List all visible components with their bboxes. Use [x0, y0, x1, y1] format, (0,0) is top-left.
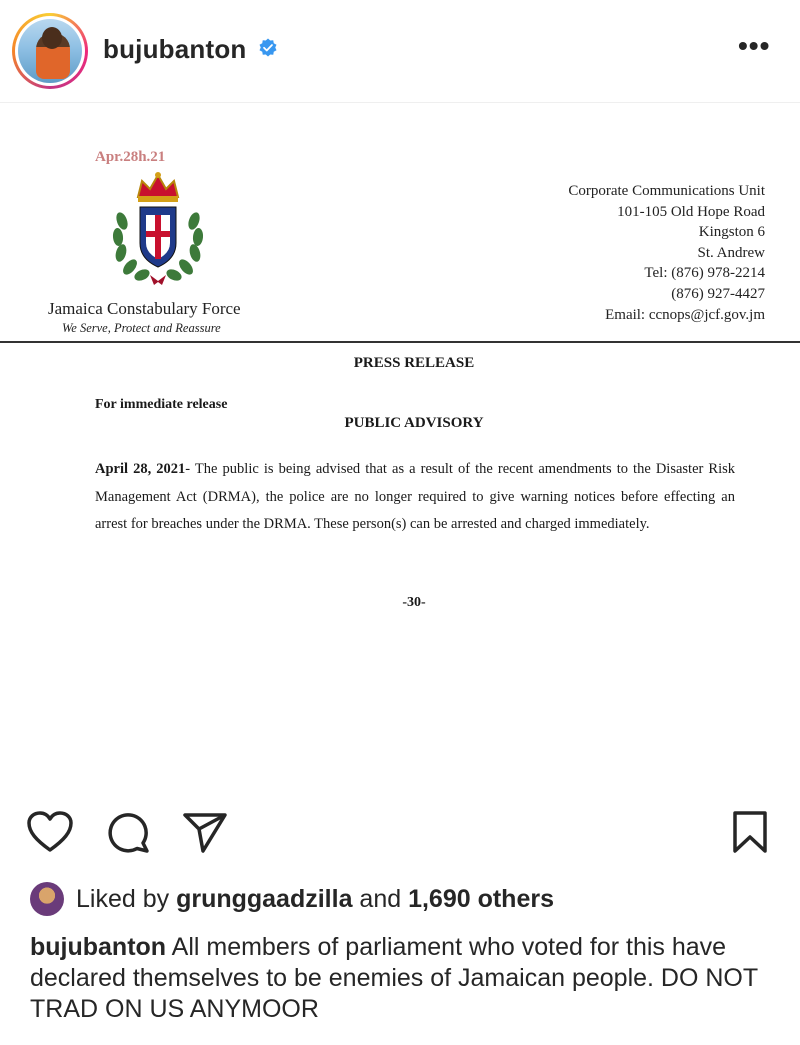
comment-button[interactable] — [102, 806, 154, 858]
divider — [0, 341, 800, 343]
contact-block — [568, 181, 765, 325]
save-button[interactable] — [724, 806, 776, 858]
org-name: Jamaica Constabulary Force — [48, 299, 241, 318]
post-username[interactable]: bujubanton — [103, 34, 247, 64]
likes-middle: and — [352, 885, 409, 913]
date-stamp: Apr.28h.21 — [95, 149, 166, 165]
verified-badge-icon — [258, 38, 278, 58]
likes-count[interactable]: 1,690 others — [408, 885, 554, 913]
press-body-date: April 28, 2021 — [95, 461, 186, 477]
contact-line: (876) 927-4427 — [671, 285, 765, 302]
caption-username[interactable]: bujubanton — [30, 933, 167, 961]
comment-icon — [105, 809, 151, 855]
press-release-heading: PRESS RELEASE — [353, 355, 475, 371]
profile-avatar[interactable] — [12, 13, 88, 89]
caption-text: All members of parliament who voted for this have declared themselves to be enemies of Jamaican people. DO NOT TRAD ON US ANYMOOR — [30, 933, 758, 1023]
likes-prefix: Liked by — [76, 885, 177, 913]
action-bar — [0, 806, 800, 862]
post-header — [0, 0, 800, 102]
like-button[interactable] — [24, 806, 76, 858]
contact-line: Corporate Communications Unit — [568, 183, 765, 199]
jcf-crest-icon — [108, 171, 208, 287]
contact-line: Tel: (876) 978-2214 — [644, 265, 765, 282]
contact-line: St. Andrew — [697, 244, 765, 261]
contact-line: Email: ccnops@jcf.gov.jm — [605, 306, 765, 323]
more-options-icon[interactable]: ••• — [738, 30, 771, 61]
release-note: For immediate release — [95, 397, 228, 412]
org-motto: We Serve, Protect and Reassure — [62, 321, 221, 335]
share-button[interactable] — [179, 806, 231, 858]
end-mark: -30- — [402, 595, 426, 610]
liker-avatar[interactable] — [30, 882, 64, 916]
contact-line: 101-105 Old Hope Road — [617, 203, 765, 220]
contact-line: Kingston 6 — [698, 224, 765, 241]
press-body — [95, 456, 735, 539]
liker-username[interactable]: grunggaadzilla — [176, 885, 353, 913]
caption — [30, 932, 780, 1025]
press-body-text: - The public is being advised that as a result of the recent amendments to the Disaster Risk Management Act (DRMA), the police are no longer required to give warning notices before effecting an arrest for breaches under the DRMA. These person(s) can be arrested and charged immediately. — [95, 461, 735, 532]
post-image[interactable] — [0, 102, 800, 788]
send-icon — [181, 810, 229, 854]
advisory-title: PUBLIC ADVISORY — [344, 415, 484, 431]
bookmark-icon — [730, 810, 770, 854]
heart-icon — [26, 810, 74, 854]
likes-summary — [76, 885, 554, 914]
